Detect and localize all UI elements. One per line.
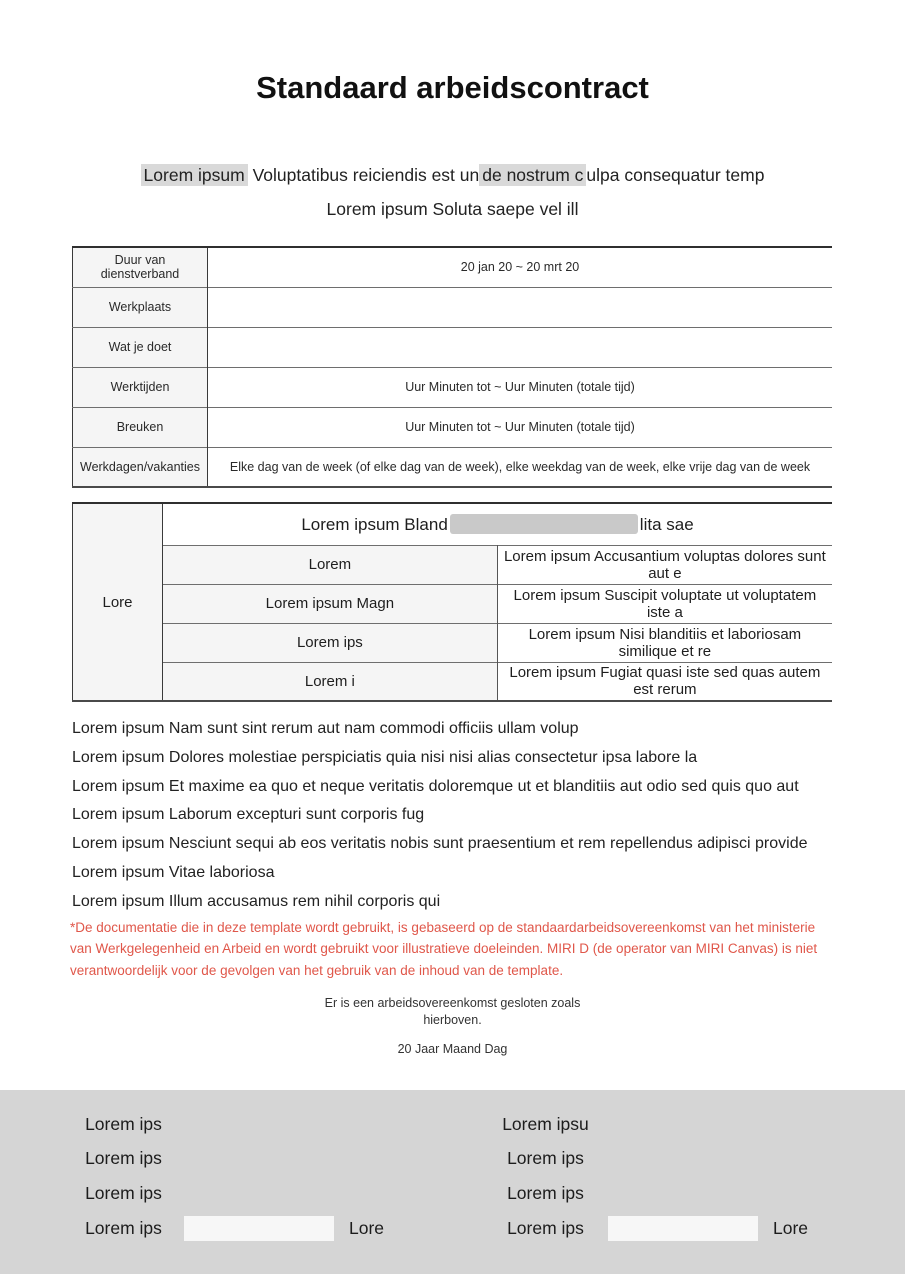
table-row (73, 662, 833, 701)
signature-row (0, 1107, 452, 1142)
table-row (73, 584, 833, 623)
page-title: Standaard arbeidscontract (256, 70, 649, 105)
table-row (73, 367, 833, 407)
signature-left-column (0, 1107, 452, 1274)
row-label: Lorem ips (163, 623, 498, 662)
table-header-cell (163, 503, 833, 545)
table-row (73, 327, 833, 367)
row-value: Lorem ipsum Fugiat quasi iste sed quas autem est rerum (497, 662, 832, 701)
table-row (73, 545, 833, 584)
signature-row (452, 1211, 904, 1246)
table-row (73, 623, 833, 662)
signature-field-label: Lorem ips (85, 1148, 162, 1169)
contract-date: 20 Jaar Maand Dag (397, 1042, 508, 1057)
signature-input[interactable] (608, 1216, 758, 1241)
signature-row (0, 1176, 452, 1211)
signature-right-column (452, 1107, 904, 1274)
clause-line: Lorem ipsum Nesciunt sequi ab eos veritatis nobis sunt praesentium et rem repellendus adipisci provide (72, 835, 808, 853)
row-value: Uur Minuten tot ~ Uur Minuten (totale tijd) (208, 367, 833, 407)
row-label: Werkdagen/vakanties (73, 447, 208, 487)
clause-line: Lorem ipsum Nam sunt sint rerum aut nam commodi officiis ullam volup (72, 720, 579, 737)
signature-row (0, 1211, 452, 1246)
signature-field-label: Lorem ips (507, 1148, 584, 1169)
signature-field-label: Lorem ips (85, 1113, 162, 1134)
highlighted-text: de nostrum c (479, 164, 586, 186)
signature-suffix-label: Lore (349, 1217, 385, 1238)
row-value: Lorem ipsum Accusantium voluptas dolores sunt aut e (497, 545, 832, 584)
row-value (208, 327, 833, 367)
signature-field-label: Lorem ips (85, 1217, 162, 1238)
row-label: Werktijden (73, 367, 208, 407)
highlighted-text: Lorem ipsum (141, 164, 248, 186)
signature-field-label: Lorem ips (507, 1217, 584, 1238)
clause-line: Lorem ipsum Dolores molestiae perspiciatis quia nisi nisi alias consectetur ipsa labore la (72, 748, 698, 766)
clause-list (72, 715, 872, 917)
header-text: lita sae (639, 514, 694, 534)
row-value (208, 287, 833, 327)
table-row (73, 407, 833, 447)
header-text: Lorem ipsum Bland (301, 514, 448, 534)
clause-line: Lorem ipsum Vitae laboriosa (72, 863, 275, 881)
contract-details-table (72, 246, 832, 488)
row-label: Lorem ipsum Magn (163, 584, 498, 623)
intro-line-2: Lorem ipsum Soluta saepe vel ill (326, 199, 579, 219)
row-group-label: Lore (73, 503, 163, 701)
signature-row (452, 1142, 904, 1177)
disclaimer-note: *De documentatie die in deze template wordt gebruikt, is gebaseerd op de standaardarbeidsovereenkomst van het ministerie van Werkgelegenheid en Arbeid en wordt gebruikt voor illustratieve doeleinden. MIRI D (de operator van MIRI Canvas) is niet verantwoordelijk voor de gevolgen van het gebruik van de inhoud van de template. (70, 919, 818, 978)
row-value: Uur Minuten tot ~ Uur Minuten (totale tijd) (208, 407, 833, 447)
signature-field-label: Lorem ips (507, 1183, 584, 1204)
row-label: Wat je doet (73, 327, 208, 367)
row-label: Werkplaats (73, 287, 208, 327)
signature-row (452, 1107, 904, 1142)
intro-text: ulpa consequatur temp (586, 165, 765, 185)
row-value: Lorem ipsum Suscipit voluptate ut voluptatem iste a (497, 584, 832, 623)
signature-input[interactable] (184, 1216, 334, 1241)
closing-statement: Er is een arbeidsovereenkomst gesloten zoals hierboven. (324, 996, 581, 1027)
row-label: Duur van dienstverband (73, 247, 208, 287)
signature-row (0, 1142, 452, 1177)
signature-field-label: Lorem ips (85, 1183, 162, 1204)
intro-paragraph (0, 158, 905, 226)
intro-text: Voluptatibus reiciendis est un (247, 165, 480, 185)
clause-line: Lorem ipsum Laborum excepturi sunt corporis fug (72, 806, 425, 824)
table-row (73, 247, 833, 287)
row-value: Elke dag van de week (of elke dag van de week), elke weekdag van de week, elke vrije dag van de week (208, 447, 833, 487)
row-label: Breuken (73, 407, 208, 447)
table-row (73, 447, 833, 487)
intro-line-1 (0, 158, 905, 192)
signature-row (452, 1176, 904, 1211)
clause-line: Lorem ipsum Illum accusamus rem nihil corporis qui (72, 892, 441, 910)
clause-line: Lorem ipsum Et maxime ea quo et neque veritatis doloremque ut et blanditiis aut odio sed quis quo aut (72, 777, 799, 795)
compensation-table (72, 502, 832, 702)
row-label: Lorem i (163, 662, 498, 701)
table-row (73, 503, 833, 545)
row-value: Lorem ipsum Nisi blanditiis et laboriosam similique et re (497, 623, 832, 662)
table-row (73, 287, 833, 327)
row-label: Lorem (163, 545, 498, 584)
signature-section (0, 1090, 905, 1274)
row-value: 20 jan 20 ~ 20 mrt 20 (208, 247, 833, 287)
signature-field-label: Lorem ipsu (502, 1113, 589, 1134)
signature-suffix-label: Lore (773, 1217, 809, 1238)
redaction-box (450, 514, 638, 534)
